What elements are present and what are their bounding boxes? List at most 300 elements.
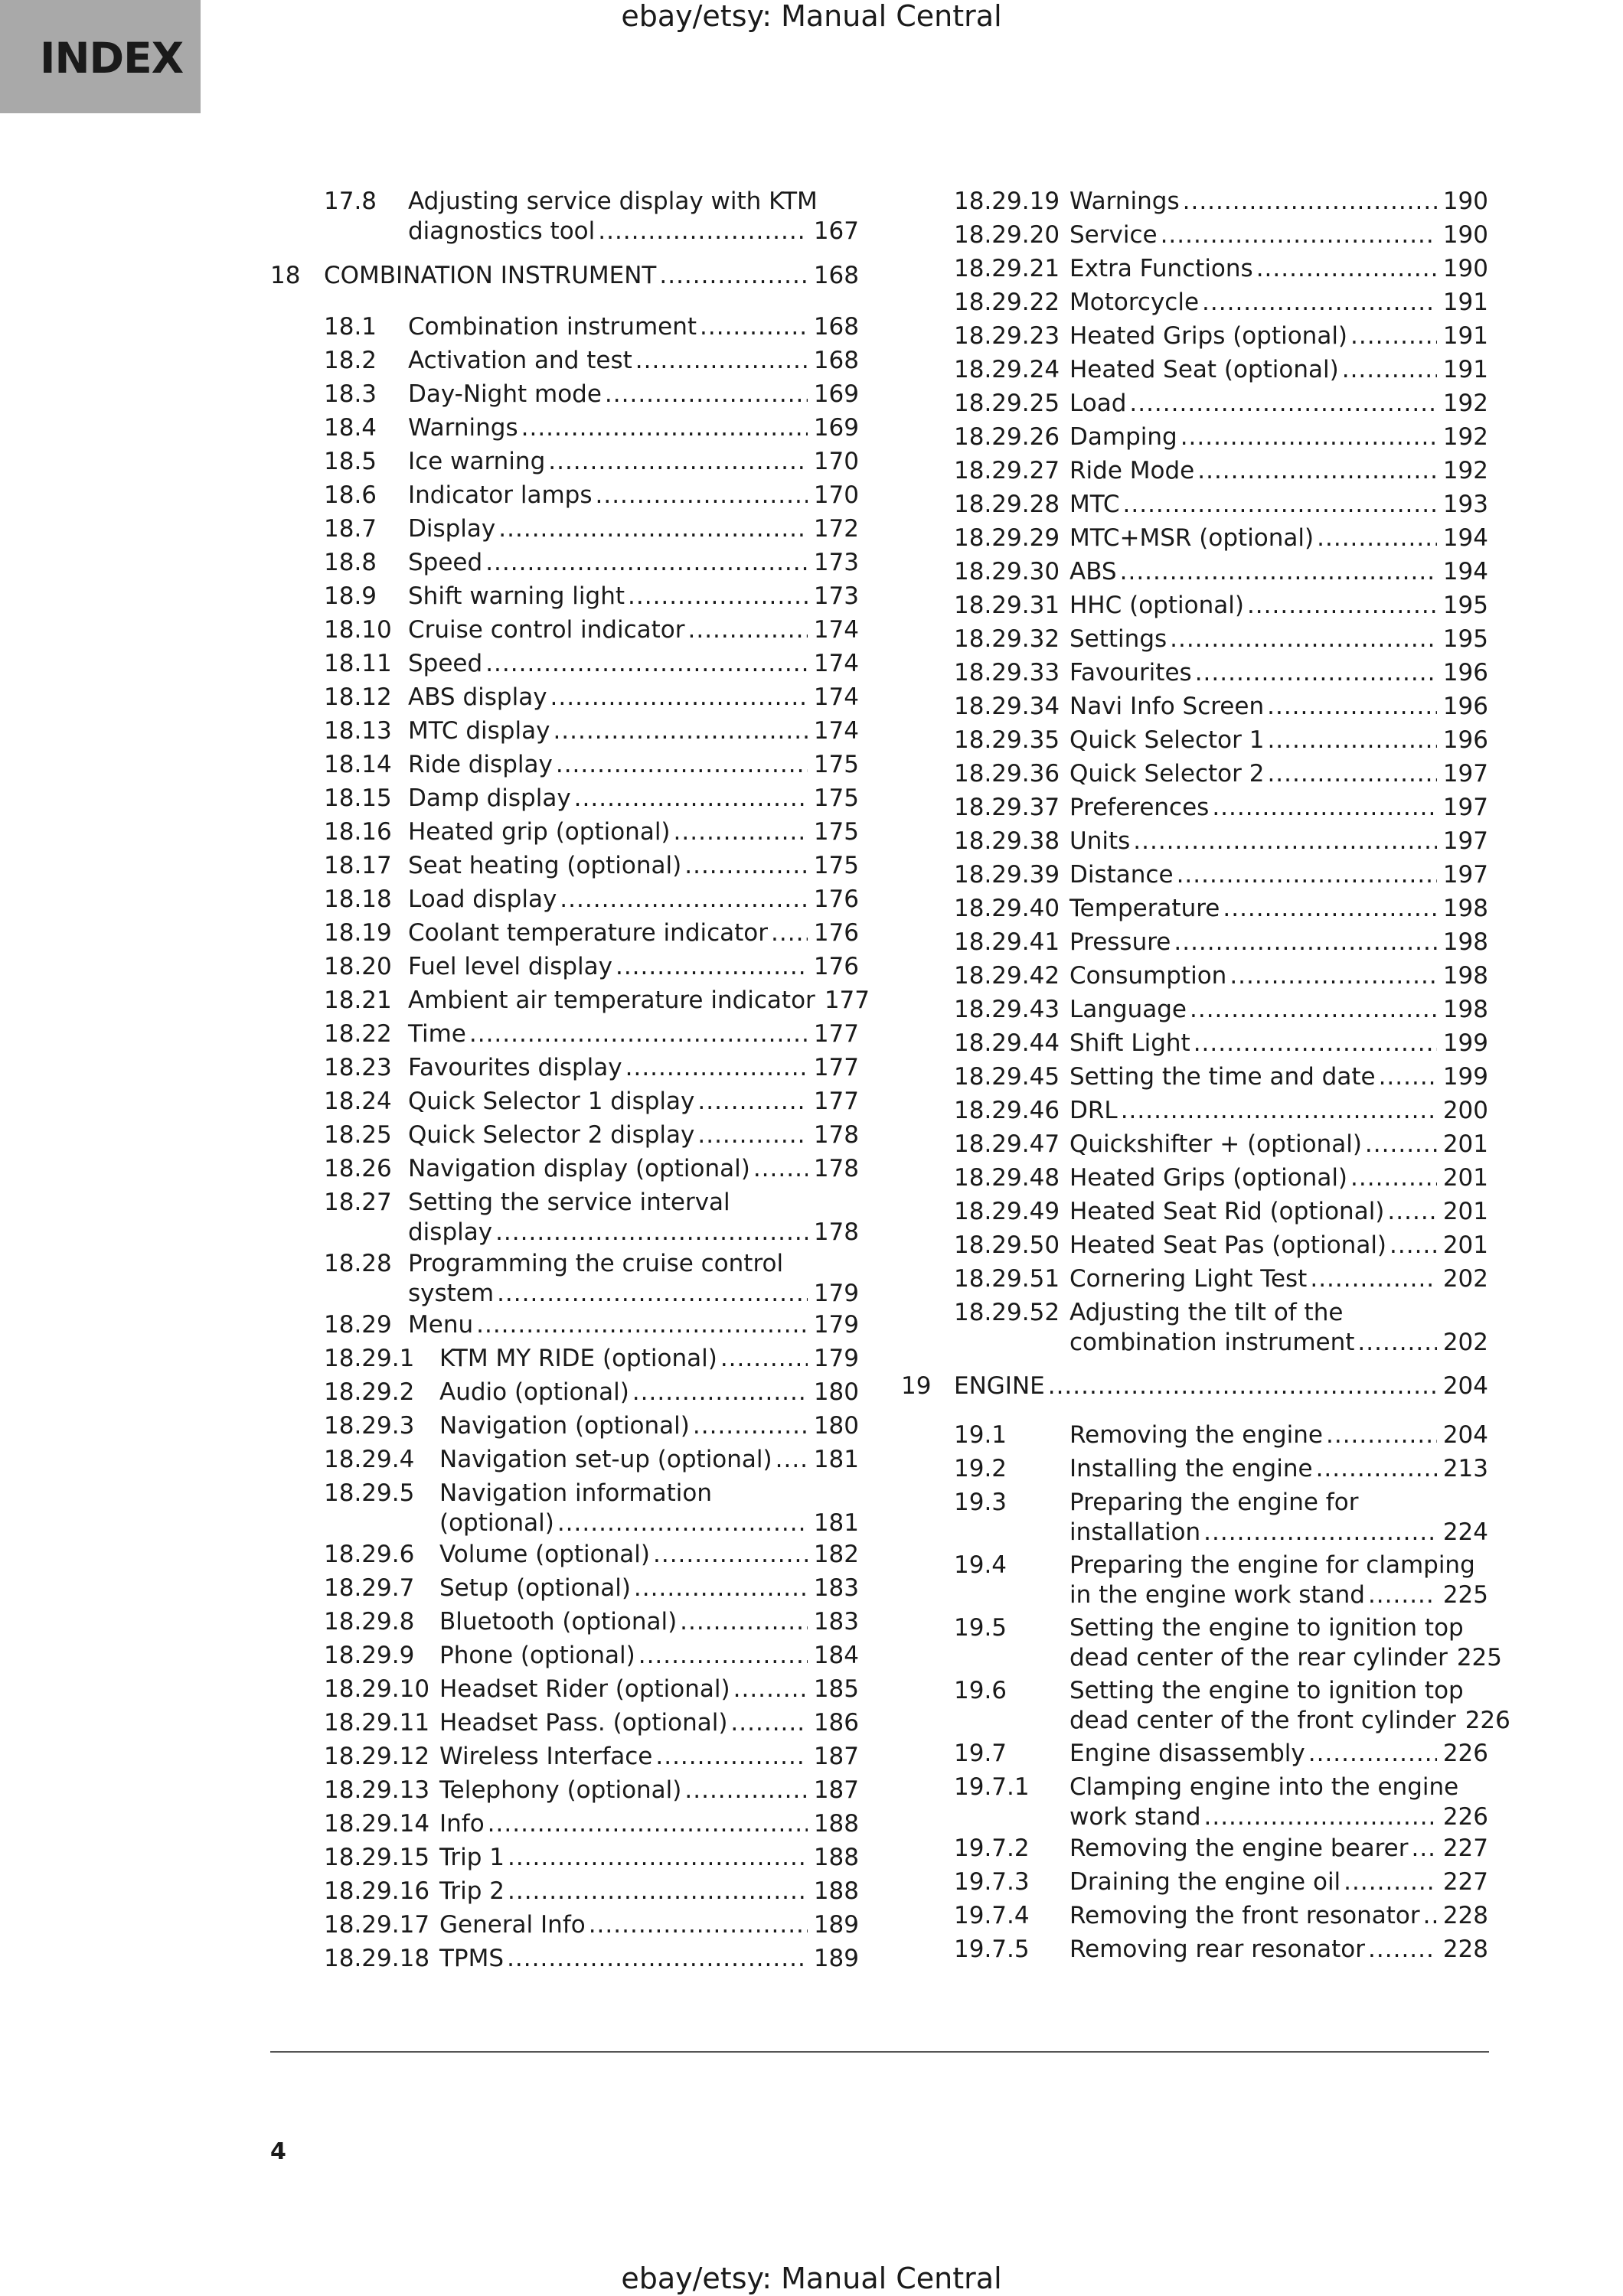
toc-entry[interactable] — [1069, 1267, 1488, 1291]
toc-entry[interactable] — [408, 854, 859, 878]
toc-entry[interactable] — [408, 784, 859, 812]
toc-entry[interactable] — [439, 1610, 859, 1634]
toc-entry-title: Programming the cruise control — [408, 1250, 784, 1277]
leader-dots — [1123, 493, 1437, 517]
leader-dots — [635, 349, 808, 373]
toc-entry[interactable] — [1069, 358, 1488, 382]
toc-entry-title: Display — [408, 515, 496, 543]
toc-entry-title: MTC+MSR (optional) — [1069, 524, 1314, 552]
leader-dots — [469, 1022, 808, 1046]
toc-entry-continuation[interactable] — [408, 1218, 859, 1246]
toc-entry[interactable] — [408, 955, 859, 979]
leader-dots — [1256, 257, 1437, 281]
toc-entry-page: 174 — [813, 683, 859, 711]
toc-entry-page: 183 — [813, 1574, 859, 1602]
toc-entry-number: 19.2 — [954, 1455, 1007, 1482]
toc-entry-page: 194 — [1442, 524, 1488, 552]
toc-entry-title: Time — [408, 1020, 466, 1048]
leader-dots — [1048, 1375, 1437, 1398]
toc-entry-number: 18.29.17 — [324, 1911, 430, 1939]
toc-entry-title-cont: display — [408, 1218, 493, 1246]
toc-entry-number: 18.29.1 — [324, 1345, 415, 1372]
toc-entry[interactable] — [408, 517, 859, 541]
toc-entry-title: Navigation display (optional) — [408, 1155, 750, 1182]
toc-entry-page: 193 — [1442, 491, 1488, 518]
toc-entry-number: 18.25 — [324, 1121, 392, 1149]
toc-entry[interactable] — [1069, 1200, 1488, 1224]
toc-entry[interactable] — [1069, 257, 1488, 281]
toc-entry-number: 18.4 — [324, 414, 377, 442]
toc-entry-title: Damping — [1069, 423, 1177, 451]
toc-entry[interactable] — [1069, 1457, 1488, 1481]
toc-entry-number: 18.29.13 — [324, 1776, 430, 1804]
toc-entry[interactable] — [439, 1711, 859, 1735]
toc-entry-page: 197 — [1442, 760, 1488, 788]
leader-dots — [1326, 1424, 1437, 1447]
toc-entry-page: 184 — [813, 1642, 859, 1669]
toc-entry-number: 18.18 — [324, 885, 392, 913]
toc-entry-number: 18.24 — [324, 1088, 392, 1115]
toc-entry-number: 18.29.10 — [324, 1675, 430, 1703]
toc-entry[interactable] — [439, 1414, 859, 1438]
toc-entry[interactable] — [408, 820, 859, 844]
toc-entry-page: 175 — [813, 852, 859, 879]
toc-entry-continuation[interactable] — [408, 217, 859, 245]
toc-entry[interactable] — [408, 921, 859, 945]
toc-entry[interactable] — [408, 481, 859, 509]
leader-dots — [1390, 1234, 1437, 1257]
toc-entry-number: 18.29.7 — [324, 1574, 415, 1602]
toc-entry-number: 19.7.2 — [954, 1835, 1030, 1862]
leader-dots — [632, 1381, 808, 1404]
leader-dots — [1229, 964, 1437, 988]
toc-entry-continuation[interactable] — [1069, 1518, 1488, 1546]
toc-entry-page: 198 — [1442, 996, 1488, 1023]
toc-entry-title: ABS — [1069, 558, 1117, 585]
toc-entry-title: Quick Selector 1 — [1069, 726, 1265, 754]
toc-entry-number: 18.29.12 — [324, 1743, 430, 1770]
leader-dots — [1195, 661, 1437, 685]
toc-entry[interactable] — [408, 416, 859, 440]
leader-dots — [733, 1678, 808, 1701]
toc-entry-title: Info — [439, 1810, 485, 1838]
toc-entry-continuation[interactable] — [1069, 1583, 1488, 1607]
leader-dots — [697, 1090, 807, 1114]
toc-entry-title: Damp display — [408, 784, 571, 812]
leader-dots — [498, 517, 808, 541]
toc-entry[interactable] — [439, 1947, 859, 1971]
toc-entry[interactable] — [439, 1574, 859, 1602]
toc-entry-page: 190 — [1442, 188, 1488, 215]
toc-entry-title: Trip 1 — [439, 1844, 505, 1871]
toc-entry-title: Removing the engine bearer — [1069, 1835, 1409, 1862]
toc-entry-number: 18.28 — [324, 1250, 392, 1277]
toc-entry[interactable] — [408, 1313, 859, 1337]
toc-entry-number: 19 — [901, 1372, 932, 1400]
toc-entry-page: 196 — [1442, 693, 1488, 720]
toc-entry[interactable] — [408, 987, 870, 1014]
toc-entry-title: Ride display — [408, 751, 553, 778]
leader-dots — [553, 719, 807, 743]
toc-entry-page: 226 — [1442, 1803, 1488, 1831]
toc-entry-title: Navigation (optional) — [439, 1412, 690, 1440]
leader-dots — [720, 1347, 808, 1371]
leader-dots — [560, 888, 808, 912]
toc-entry-title: Audio (optional) — [439, 1378, 629, 1406]
toc-entry-page: 226 — [1442, 1740, 1488, 1767]
toc-entry-number: 19.7.1 — [954, 1773, 1030, 1801]
leader-dots — [605, 383, 808, 406]
toc-entry-number: 18.29.9 — [324, 1642, 415, 1669]
toc-entry-number: 18.29.14 — [324, 1810, 430, 1838]
toc-entry-number: 18.16 — [324, 818, 392, 846]
toc-entry-title: Day-Night mode — [408, 380, 602, 408]
toc-entry[interactable] — [1069, 1231, 1488, 1259]
toc-entry-number: 18.29.25 — [954, 390, 1060, 417]
toc-entry-page: 194 — [1442, 558, 1488, 585]
page-number: 4 — [270, 2138, 286, 2165]
toc-entry-number: 18.13 — [324, 717, 392, 745]
toc-chapter-entry[interactable] — [954, 1372, 1488, 1400]
toc-entry[interactable] — [1069, 1938, 1488, 1962]
toc-entry-number: 19.7.3 — [954, 1868, 1030, 1896]
toc-entry-page: 169 — [813, 414, 859, 442]
toc-entry[interactable] — [408, 1022, 859, 1046]
toc-entry[interactable] — [1069, 625, 1488, 653]
toc-entry-page: 175 — [813, 751, 859, 778]
leader-dots — [634, 1577, 808, 1600]
leader-dots — [476, 1313, 808, 1337]
toc-entry-number: 19.5 — [954, 1614, 1007, 1642]
toc-entry[interactable] — [439, 1448, 859, 1472]
toc-entry-number: 18.29.26 — [954, 423, 1060, 451]
toc-entry[interactable] — [408, 315, 859, 339]
toc-entry-page: 183 — [813, 1608, 859, 1636]
toc-entry-page: 170 — [813, 481, 859, 509]
toc-entry-title: Wireless Interface — [439, 1743, 653, 1770]
toc-entry-number: 18.29.51 — [954, 1265, 1060, 1293]
toc-entry[interactable] — [1069, 897, 1488, 921]
leader-dots — [776, 1448, 808, 1472]
toc-entry-number: 18.29.41 — [954, 928, 1060, 956]
toc-entry-number: 18.29 — [324, 1311, 392, 1339]
toc-entry[interactable] — [1069, 928, 1488, 956]
toc-entry[interactable] — [408, 753, 859, 777]
toc-entry[interactable] — [408, 450, 859, 474]
leader-dots — [598, 220, 808, 243]
toc-entry-page: 204 — [1442, 1372, 1488, 1400]
leader-dots — [1379, 1065, 1437, 1089]
toc-entry-page: 187 — [813, 1776, 859, 1804]
toc-entry-title: Navi Info Screen — [1069, 693, 1265, 720]
toc-entry-continuation[interactable] — [439, 1509, 859, 1537]
toc-entry[interactable] — [1069, 661, 1488, 685]
leader-dots — [680, 1610, 808, 1634]
toc-entry-title: Adjusting the tilt of the — [1069, 1299, 1344, 1326]
toc-entry[interactable] — [408, 683, 859, 711]
toc-entry[interactable] — [1069, 1837, 1488, 1861]
toc-chapter-entry[interactable] — [324, 264, 859, 288]
toc-entry[interactable] — [1069, 964, 1488, 988]
toc-entry-number: 18.29.21 — [954, 255, 1060, 282]
toc-entry-title: Favourites display — [408, 1054, 622, 1081]
toc-entry[interactable] — [1069, 223, 1488, 247]
toc-entry-title-cont: work stand — [1069, 1803, 1201, 1831]
leader-dots — [684, 1779, 807, 1802]
toc-entry-number: 18.29.11 — [324, 1709, 430, 1737]
toc-entry-title: Headset Pass. (optional) — [439, 1709, 728, 1737]
toc-entry[interactable] — [439, 1846, 859, 1870]
toc-entry[interactable] — [1069, 322, 1488, 350]
toc-entry[interactable] — [439, 1812, 859, 1836]
toc-entry-title: MTC display — [408, 717, 550, 745]
toc-entry-page: 192 — [1442, 457, 1488, 484]
toc-entry[interactable] — [408, 1056, 859, 1080]
toc-entry-continuation[interactable] — [1069, 1331, 1488, 1355]
leader-dots — [1161, 223, 1437, 247]
leader-dots — [1174, 931, 1436, 954]
toc-entry[interactable] — [1069, 1029, 1488, 1057]
toc-entry[interactable] — [1069, 762, 1488, 786]
leader-dots — [1203, 1521, 1437, 1544]
toc-entry-number: 18.27 — [324, 1189, 392, 1216]
toc-entry[interactable] — [408, 1121, 859, 1149]
toc-entry-number: 18.17 — [324, 852, 392, 879]
toc-entry-page: 177 — [824, 987, 870, 1014]
toc-entry-page: 204 — [1442, 1421, 1488, 1449]
toc-entry[interactable] — [1069, 998, 1488, 1022]
toc-entry-title: Preparing the engine for — [1069, 1489, 1359, 1516]
index-tab-label: INDEX — [40, 34, 184, 83]
toc-entry[interactable] — [1069, 560, 1488, 584]
toc-entry-title: Installing the engine — [1069, 1455, 1313, 1482]
toc-entry-continuation[interactable] — [408, 1282, 859, 1306]
toc-entry-page: 177 — [813, 1088, 859, 1115]
toc-entry[interactable] — [408, 582, 859, 610]
toc-entry[interactable] — [1069, 1099, 1488, 1123]
toc-entry-page: 175 — [813, 818, 859, 846]
leader-dots — [1267, 695, 1437, 719]
toc-entry[interactable] — [1069, 423, 1488, 451]
toc-entry-number: 18.29.6 — [324, 1541, 415, 1568]
toc-entry[interactable] — [1069, 796, 1488, 820]
toc-entry-title: Pressure — [1069, 928, 1171, 956]
toc-entry[interactable] — [408, 1157, 859, 1181]
toc-entry[interactable] — [408, 380, 859, 408]
toc-entry-page: 182 — [813, 1541, 859, 1568]
toc-entry-title: Warnings — [1069, 188, 1180, 215]
toc-entry[interactable] — [1069, 493, 1488, 517]
toc-entry-continuation[interactable] — [1069, 1805, 1488, 1829]
toc-entry[interactable] — [408, 719, 859, 743]
toc-entry-page: 174 — [813, 717, 859, 745]
toc-entry[interactable] — [439, 1644, 859, 1668]
toc-entry-page: 225 — [1442, 1581, 1488, 1609]
leader-dots — [684, 854, 808, 878]
toc-entry-page: 202 — [1442, 1329, 1488, 1356]
leader-dots — [674, 820, 808, 844]
toc-entry[interactable] — [408, 618, 859, 642]
toc-entry[interactable] — [1069, 1130, 1488, 1158]
toc-entry-page: 189 — [813, 1945, 859, 1972]
toc-entry[interactable] — [439, 1776, 859, 1804]
toc-entry-title: Motorcycle — [1069, 289, 1200, 316]
toc-entry-page: 170 — [813, 448, 859, 475]
toc-entry-title: Setting the time and date — [1069, 1063, 1376, 1091]
toc-entry-title: Ambient air temperature indicator — [408, 987, 815, 1014]
toc-entry-page: 179 — [813, 1311, 859, 1339]
toc-entry-page: 178 — [813, 1121, 859, 1149]
toc-entry-number: 18.29.48 — [954, 1164, 1060, 1192]
toc-entry-number: 18.26 — [324, 1155, 392, 1182]
toc-entry-number: 18.29.16 — [324, 1877, 430, 1905]
toc-entry-page: 176 — [813, 885, 859, 913]
toc-entry-title: Fuel level display — [408, 953, 612, 980]
toc-entry-number: 18.29.29 — [954, 524, 1060, 552]
toc-entry-title: Engine disassembly — [1069, 1740, 1305, 1767]
toc-entry[interactable] — [1069, 863, 1488, 887]
toc-entry-title: Speed — [408, 549, 483, 576]
toc-entry-page: 185 — [813, 1675, 859, 1703]
toc-entry-page: 179 — [813, 1345, 859, 1372]
toc-entry[interactable] — [1069, 291, 1488, 315]
toc-entry[interactable] — [1069, 1421, 1488, 1449]
leader-dots — [1365, 1133, 1437, 1156]
toc-entry[interactable] — [439, 1543, 859, 1567]
toc-entry-page: 187 — [813, 1743, 859, 1770]
toc-entry-number: 18.29.22 — [954, 289, 1060, 316]
toc-entry[interactable] — [1069, 392, 1488, 416]
leader-dots — [1267, 762, 1436, 786]
toc-entry-page: 192 — [1442, 423, 1488, 451]
toc-entry[interactable] — [439, 1745, 859, 1769]
toc-entry[interactable] — [1069, 1870, 1488, 1894]
toc-entry-continuation[interactable] — [1069, 1644, 1502, 1671]
leader-dots — [1350, 325, 1437, 348]
leader-dots — [628, 585, 808, 608]
toc-entry[interactable] — [1069, 1742, 1488, 1766]
toc-entry[interactable] — [1069, 726, 1488, 754]
toc-entry[interactable] — [408, 349, 859, 373]
toc-entry-title: Coolant temperature indicator — [408, 919, 769, 947]
toc-entry-title: ENGINE — [954, 1372, 1045, 1400]
toc-entry-number: 18.11 — [324, 650, 392, 677]
toc-entry[interactable] — [408, 652, 859, 676]
leader-dots — [589, 1913, 808, 1937]
toc-entry[interactable] — [1069, 1166, 1488, 1190]
toc-entry-title: Load — [1069, 390, 1127, 417]
toc-entry-page: 174 — [813, 616, 859, 644]
toc-entry-title: Warnings — [408, 414, 518, 442]
toc-entry[interactable] — [1069, 190, 1488, 214]
toc-entry[interactable] — [1069, 827, 1488, 855]
toc-entry-page: 201 — [1442, 1164, 1488, 1192]
toc-entry-title: Language — [1069, 996, 1187, 1023]
leader-dots — [1317, 527, 1437, 550]
toc-entry[interactable] — [1069, 1065, 1488, 1089]
leader-dots — [574, 787, 808, 810]
toc-entry[interactable] — [1069, 695, 1488, 719]
toc-entry-title: Activation and test — [408, 347, 632, 374]
toc-entry-number: 18.14 — [324, 751, 392, 778]
toc-entry-page: 177 — [813, 1020, 859, 1048]
leader-dots — [488, 1812, 808, 1836]
toc-entry-page: 201 — [1442, 1198, 1488, 1225]
toc-entry-page: 188 — [813, 1810, 859, 1838]
toc-entry[interactable] — [408, 885, 859, 913]
toc-entry-page: 172 — [813, 515, 859, 543]
leader-dots — [616, 955, 808, 979]
leader-dots — [1344, 1870, 1437, 1894]
toc-entry[interactable] — [1069, 594, 1488, 618]
toc-entry-number: 19.7.5 — [954, 1936, 1030, 1963]
toc-entry-title: Ride Mode — [1069, 457, 1195, 484]
leader-dots — [659, 264, 807, 288]
toc-entry[interactable] — [439, 1877, 859, 1905]
toc-entry-number: 18.29.31 — [954, 592, 1060, 619]
toc-entry-page: 189 — [813, 1911, 859, 1939]
toc-entry[interactable] — [1069, 459, 1488, 483]
toc-entry-title: Preferences — [1069, 794, 1210, 821]
toc-entry[interactable] — [439, 1347, 859, 1371]
toc-entry-page: 177 — [813, 1054, 859, 1081]
leader-dots — [508, 1880, 808, 1903]
toc-entry-continuation[interactable] — [1069, 1707, 1510, 1734]
toc-entry-number: 18.29.38 — [954, 827, 1060, 855]
toc-entry[interactable] — [1069, 524, 1488, 552]
toc-entry-number: 17.8 — [324, 188, 377, 215]
toc-entry-page: 200 — [1442, 1097, 1488, 1124]
leader-dots — [1202, 291, 1437, 315]
toc-entry-page: 178 — [813, 1218, 859, 1246]
toc-entry[interactable] — [439, 1378, 859, 1406]
toc-entry-page: 191 — [1442, 356, 1488, 383]
toc-entry[interactable] — [1069, 1904, 1488, 1928]
toc-entry-title: Quickshifter + (optional) — [1069, 1130, 1362, 1158]
toc-entry-page: 199 — [1442, 1029, 1488, 1057]
leader-dots — [1247, 594, 1437, 618]
toc-entry-number: 18.29.34 — [954, 693, 1060, 720]
toc-entry-title: DRL — [1069, 1097, 1118, 1124]
toc-entry-number: 18.2 — [324, 347, 377, 374]
leader-dots — [638, 1644, 808, 1668]
toc-entry-title: Volume (optional) — [439, 1541, 650, 1568]
toc-entry-page: 197 — [1442, 861, 1488, 889]
toc-entry-title: Navigation set-up (optional) — [439, 1446, 772, 1473]
toc-entry-page: 225 — [1456, 1644, 1502, 1671]
toc-entry-title: Heated grip (optional) — [408, 818, 671, 846]
toc-entry-title: Ice warning — [408, 448, 546, 475]
toc-entry-title: Preparing the engine for clamping — [1069, 1551, 1475, 1579]
toc-entry-number: 18.29.33 — [954, 659, 1060, 687]
toc-entry[interactable] — [439, 1675, 859, 1703]
toc-entry-page: 201 — [1442, 1130, 1488, 1158]
leader-dots — [548, 450, 808, 474]
toc-entry-number: 18.29.20 — [954, 221, 1060, 249]
toc-entry-number: 18.5 — [324, 448, 377, 475]
toc-entry[interactable] — [408, 551, 859, 575]
toc-entry-title: Removing rear resonator — [1069, 1936, 1366, 1963]
footer-watermark: ebay/etsy: Manual Central — [621, 2262, 1002, 2295]
toc-entry-number: 18.7 — [324, 515, 377, 543]
leader-dots — [1197, 459, 1437, 483]
toc-entry-number: 18.29.49 — [954, 1198, 1060, 1225]
toc-entry[interactable] — [408, 1090, 859, 1114]
toc-entry-number: 18.29.15 — [324, 1844, 430, 1871]
toc-entry[interactable] — [439, 1913, 859, 1937]
leader-dots — [1190, 998, 1437, 1022]
toc-entry-page: 173 — [813, 582, 859, 610]
